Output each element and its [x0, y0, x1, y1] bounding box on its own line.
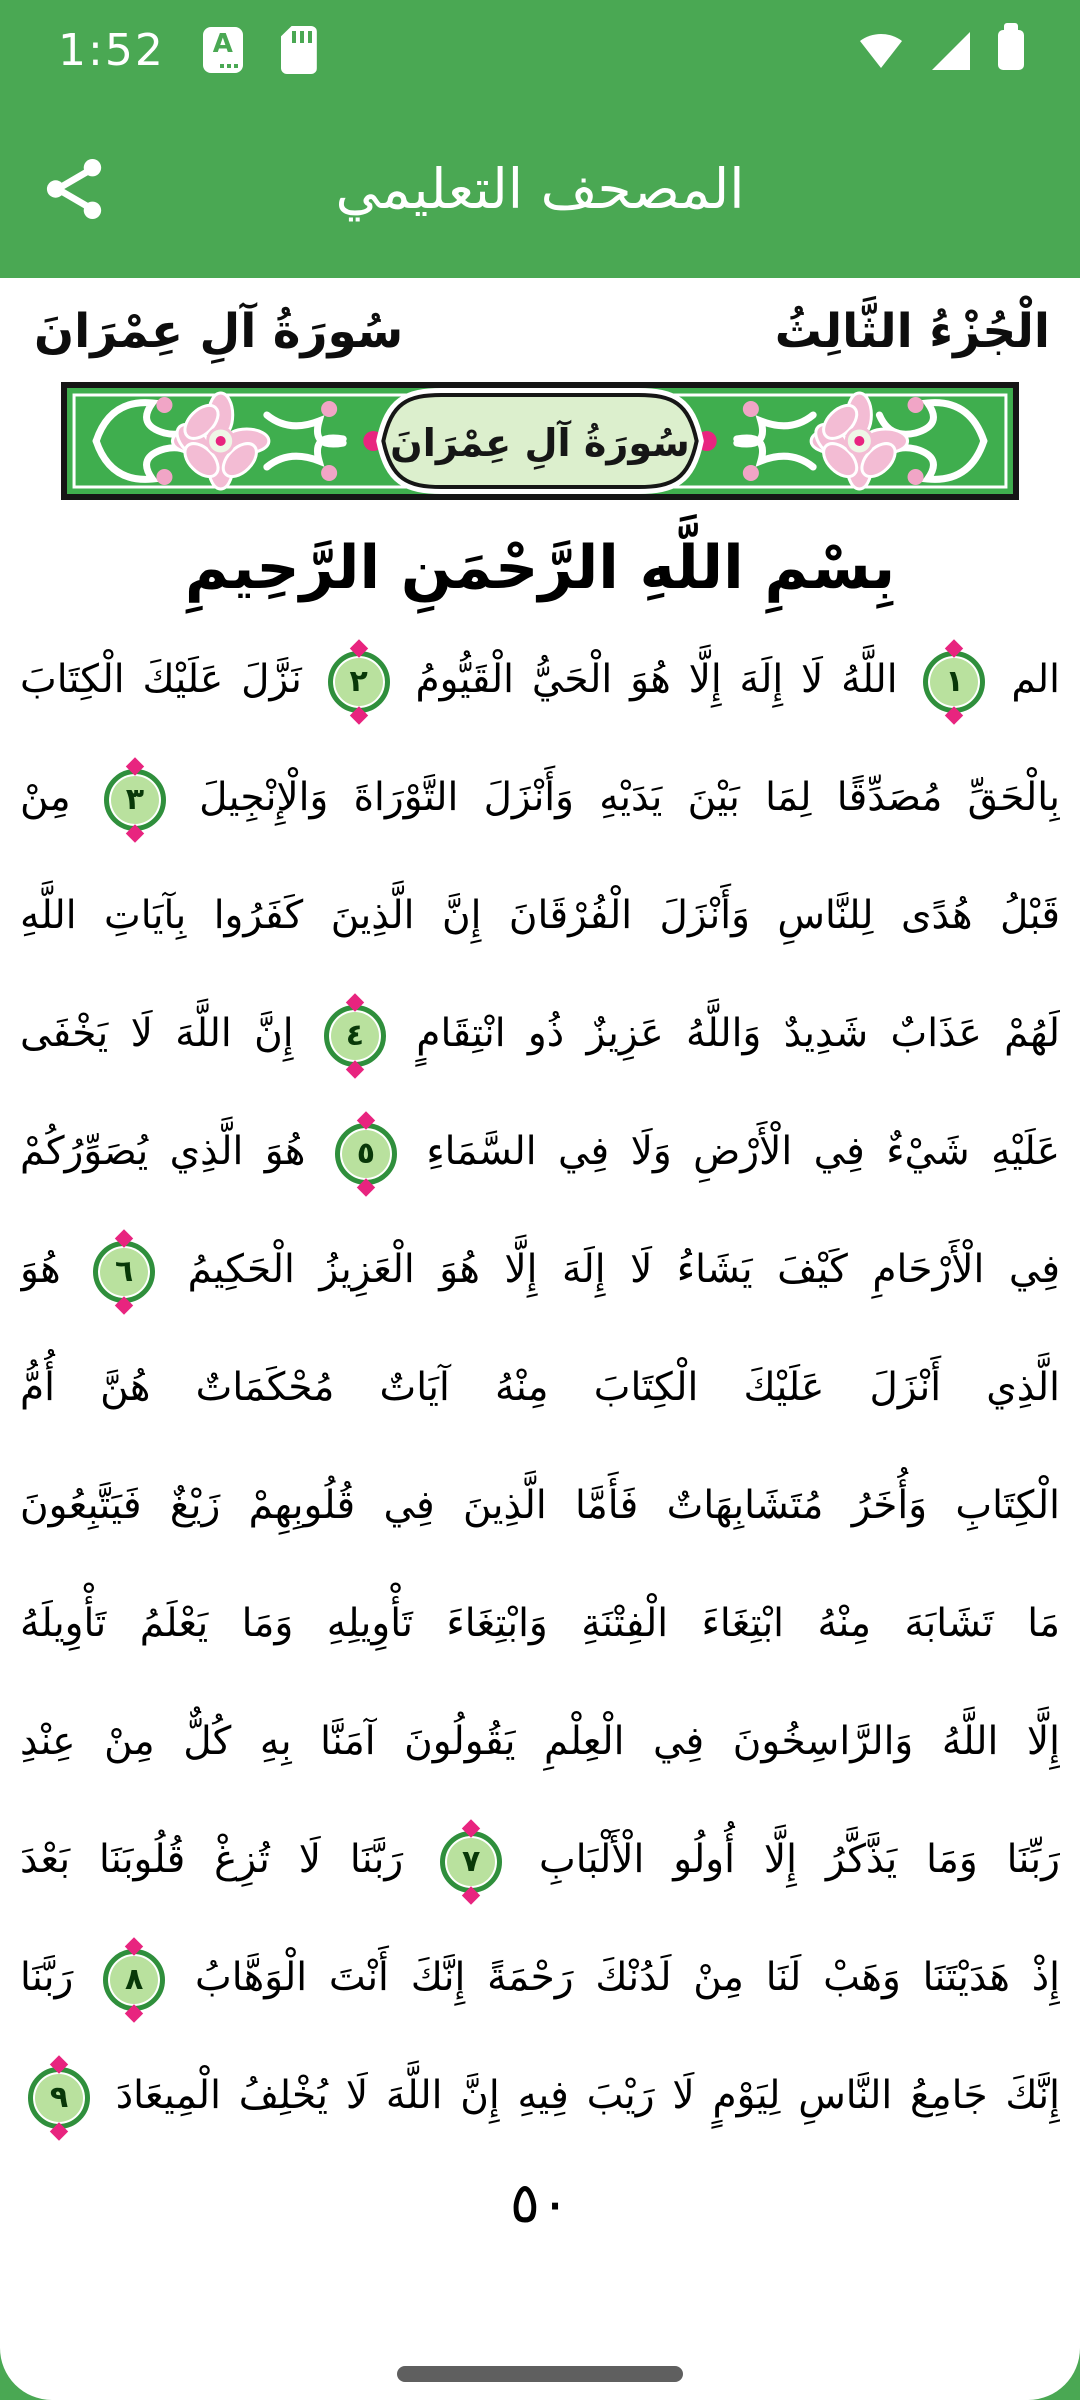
status-bar-right [858, 30, 1024, 70]
bismillah: بِسْمِ اللَّهِ الرَّحْمَنِ الرَّحِيمِ [184, 533, 896, 603]
quran-line [20, 2037, 1060, 2155]
keyboard-language-icon: A [203, 27, 243, 73]
quran-line-text: إِذْ هَدَيْتَنَا وَهَبْ لَنَا مِنْ لَدُنْكَ رَحْمَةً إِنَّكَ أَنْتَ الْوَهَّابُ ٨ رَبَّنَا [20, 1922, 1060, 2034]
quran-line-text: لَهُمْ عَذَابٌ شَدِيدٌ وَاللَّهُ عَزِيزٌ ذُو انْتِقَامٍ ٤ إِنَّ اللَّهَ لَا يَخْفَى [20, 978, 1060, 1090]
quran-line-text: فِي الْأَرْحَامِ كَيْفَ يَشَاءُ لَا إِلَهَ إِلَّا هُوَ الْعَزِيزُ الْحَكِيمُ ٦ هُوَ [20, 1214, 1060, 1326]
verse-marker: ٢ [328, 651, 390, 713]
quran-line [20, 1919, 1060, 2037]
quran-line-text: عَلَيْهِ شَيْءٌ فِي الْأَرْضِ وَلَا فِي السَّمَاءِ ٥ هُوَ الَّذِي يُصَوِّرُكُمْ [20, 1096, 1060, 1208]
quran-line [20, 1801, 1060, 1919]
share-button[interactable] [44, 156, 106, 222]
quran-line [20, 1565, 1060, 1683]
verse-marker: ٧ [440, 1831, 502, 1893]
app-bar [0, 100, 1080, 278]
quran-line [20, 1211, 1060, 1329]
page-header [34, 304, 1050, 359]
quran-line [20, 1447, 1060, 1565]
quran-line-text: رَبِّنَا وَمَا يَذَّكَّرُ إِلَّا أُولُو الْأَلْبَابِ ٧ رَبَّنَا لَا تُزِغْ قُلُوبَنَا بَعْدَ [20, 1804, 1060, 1916]
sim-card-icon [281, 26, 317, 74]
surah-banner-title: سُورَةُ آلِ عِمْرَانَ [390, 421, 690, 465]
clock: 1:52 [58, 24, 165, 76]
gesture-navigation-handle[interactable] [397, 2366, 683, 2382]
quran-line-text: إِلَّا اللَّهُ وَالرَّاسِخُونَ فِي الْعِلْمِ يَقُولُونَ آمَنَّا بِهِ كُلٌّ مِنْ عِنْدِ [20, 1719, 1060, 1764]
wifi-icon [858, 30, 904, 70]
verse-marker: ١ [923, 651, 985, 713]
verse-marker: ٣ [104, 769, 166, 831]
quran-page[interactable] [20, 621, 1060, 2155]
quran-line-text: بِالْحَقِّ مُصَدِّقًا لِمَا بَيْنَ يَدَيْهِ وَأَنْزَلَ التَّوْرَاةَ وَالْإِنْجِيلَ ٣ مِنْ [20, 742, 1060, 854]
status-bar-left [58, 25, 317, 76]
quran-line [20, 1329, 1060, 1447]
quran-line [20, 1683, 1060, 1801]
quran-line-text: إِنَّكَ جَامِعُ النَّاسِ لِيَوْمٍ لَا رَيْبَ فِيهِ إِنَّ اللَّهَ لَا يُخْلِفُ الْمِيعَادَ ٩ [20, 2040, 1060, 2152]
cellular-signal-icon [930, 30, 972, 70]
quran-line [20, 857, 1060, 975]
share-icon [44, 156, 106, 222]
quran-line-text: الم ١ اللَّهُ لَا إِلَهَ إِلَّا هُوَ الْحَيُّ الْقَيُّومُ ٢ نَزَّلَ عَلَيْكَ الْكِتَابَ [20, 624, 1060, 736]
page-title: المصحف التعليمي [335, 157, 745, 221]
verse-marker: ٤ [324, 1005, 386, 1067]
quran-line-text: الْكِتَابِ وَأُخَرُ مُتَشَابِهَاتٌ فَأَمَّا الَّذِينَ فِي قُلُوبِهِمْ زَيْغٌ فَيَتَّبِعُونَ [20, 1483, 1060, 1528]
surah-name-label: سُورَةُ آلِ عِمْرَانَ [34, 304, 404, 359]
battery-icon [998, 30, 1024, 70]
verse-marker: ٩ [28, 2067, 90, 2129]
quran-line [20, 739, 1060, 857]
quran-line-text: قَبْلُ هُدًى لِلنَّاسِ وَأَنْزَلَ الْفُرْقَانَ إِنَّ الَّذِينَ كَفَرُوا بِآيَاتِ اللَّهِ [20, 893, 1060, 938]
surah-banner [60, 381, 1020, 501]
quran-line [20, 621, 1060, 739]
quran-line-text: مَا تَشَابَهَ مِنْهُ ابْتِغَاءَ الْفِتْنَةِ وَابْتِغَاءَ تَأْوِيلِهِ وَمَا يَعْلَمُ تَأْوِيلَهُ [20, 1601, 1060, 1646]
quran-line [20, 1093, 1060, 1211]
verse-marker: ٨ [103, 1949, 165, 2011]
quran-line [20, 975, 1060, 1093]
status-bar [0, 0, 1080, 100]
verse-marker: ٦ [93, 1241, 155, 1303]
menu-button[interactable] [968, 162, 1036, 216]
surah-banner-ornament [60, 381, 1020, 501]
quran-line-text: الَّذِي أَنْزَلَ عَلَيْكَ الْكِتَابَ مِنْهُ آيَاتٌ مُحْكَمَاتٌ هُنَّ أُمُّ [20, 1365, 1060, 1410]
juz-label: الْجُزْءُ الثَّالِثُ [774, 304, 1050, 359]
verse-marker: ٥ [335, 1123, 397, 1185]
page-number: ٥٠ [509, 2171, 571, 2236]
